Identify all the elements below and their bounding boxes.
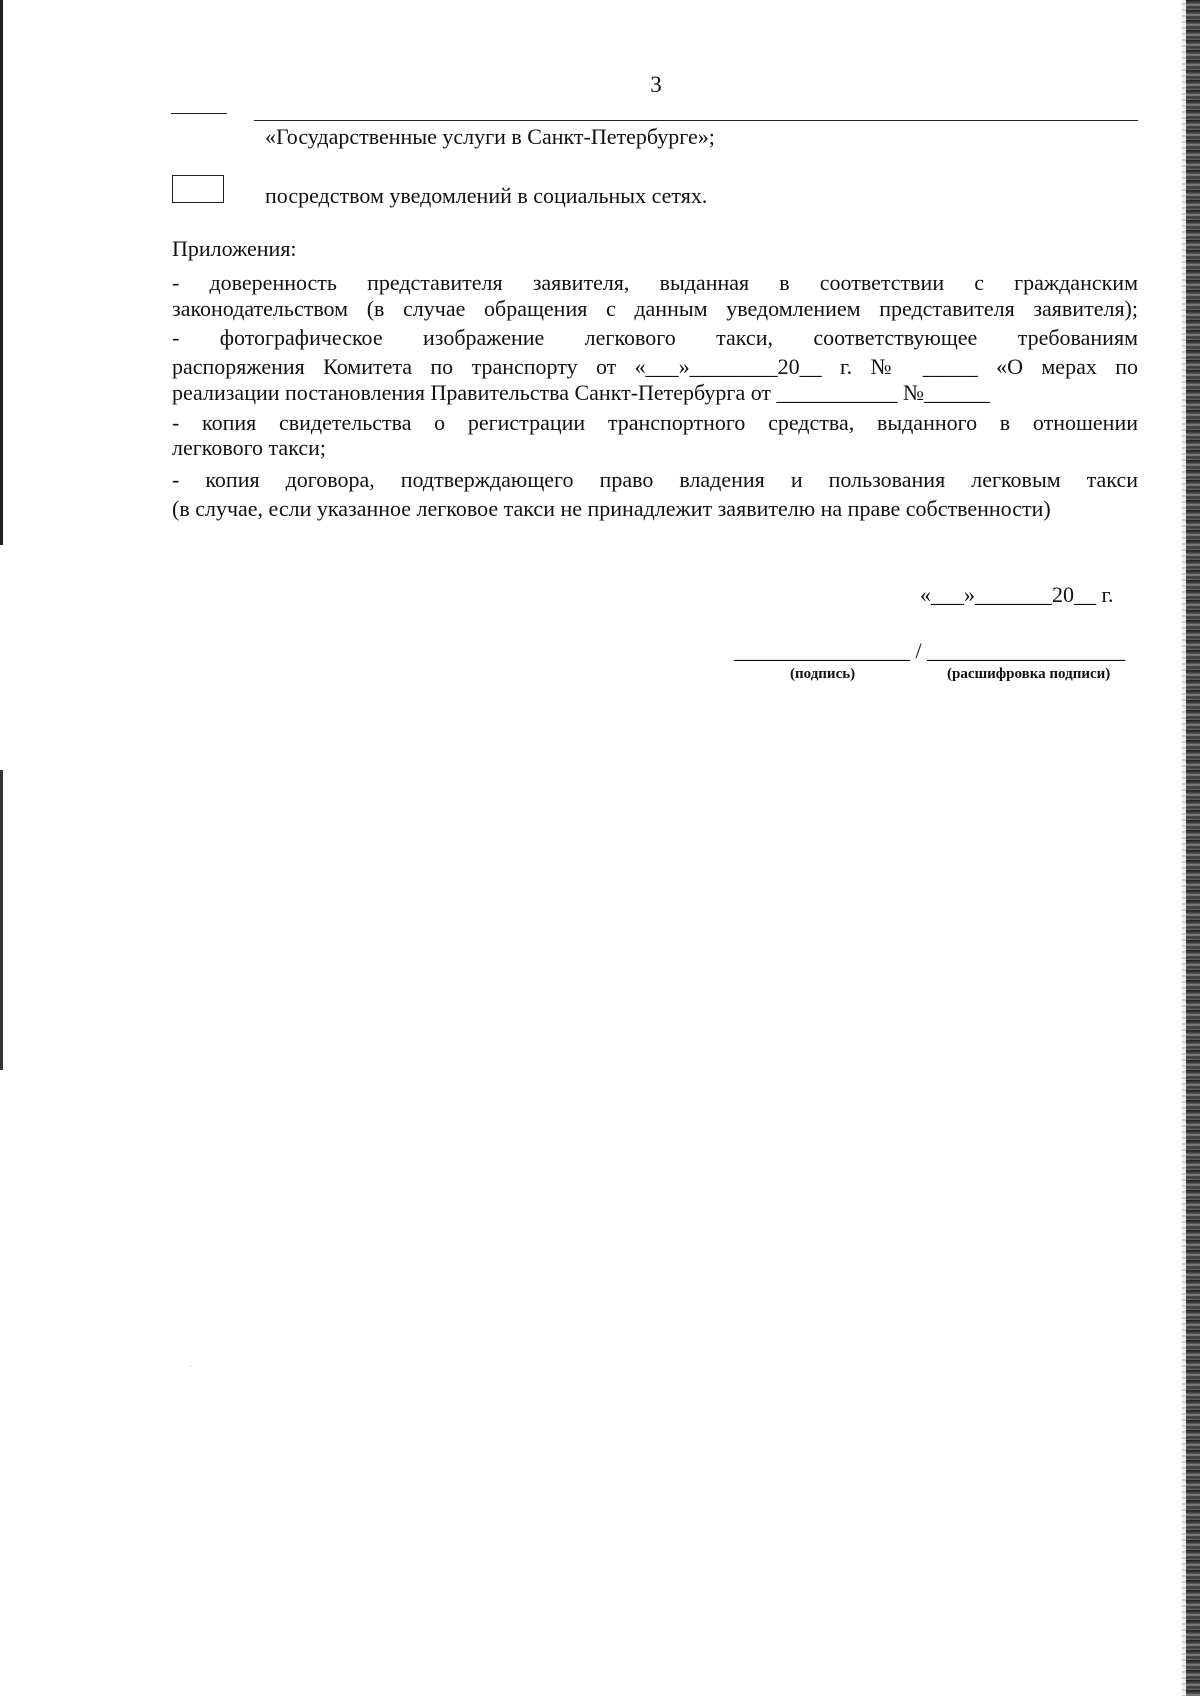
option-social-text: посредством уведомлений в социальных сетях. bbox=[265, 183, 708, 208]
attachment-line: реализации постановления Правительства Санкт-Петербурга от ___________ №______ bbox=[172, 380, 991, 405]
attachment-line: законодательством (в случае обращения с данным уведомлением представителя заявителя); bbox=[172, 296, 1138, 321]
divider bbox=[254, 120, 1138, 121]
option-gosuslugi-text: «Государственные услуги в Санкт-Петербурге»; bbox=[265, 124, 715, 149]
attachment-line: - копия свидетельства о регистрации транспортного средства, выданного в отношении bbox=[172, 410, 1138, 435]
signature-caption: (подпись) bbox=[790, 666, 856, 682]
signature-field: ________________ / __________________ bbox=[734, 638, 1126, 663]
page-number: 3 bbox=[650, 72, 662, 97]
attachments-title: Приложения: bbox=[172, 236, 297, 261]
attachment-line: легкового такси; bbox=[172, 435, 326, 460]
attachment-line: - копия договора, подтверждающего право владения и пользования легковым такси bbox=[172, 467, 1138, 492]
attachment-line: (в случае, если указанное легковое такси не принадлежит заявителю на праве собственности) bbox=[172, 496, 1051, 521]
attachment-line: распоряжения Комитета по транспорту от «___»________20__ г. № _____ «О мерах по bbox=[172, 354, 1138, 379]
scan-edge bbox=[1186, 0, 1200, 1696]
divider bbox=[171, 113, 227, 114]
attachment-line: - фотографическое изображение легкового такси, соответствующее требованиям bbox=[172, 325, 1138, 350]
date-field: «___»_______20__ г. bbox=[920, 582, 1114, 607]
scan-edge bbox=[0, 770, 3, 1070]
signature-decode-caption: (расшифровка подписи) bbox=[947, 666, 1111, 682]
social-networks-checkbox[interactable] bbox=[172, 175, 224, 203]
attachment-line: - доверенность представителя заявителя, выданная в соответствии с гражданским bbox=[172, 270, 1138, 295]
scan-speck bbox=[190, 1366, 191, 1367]
